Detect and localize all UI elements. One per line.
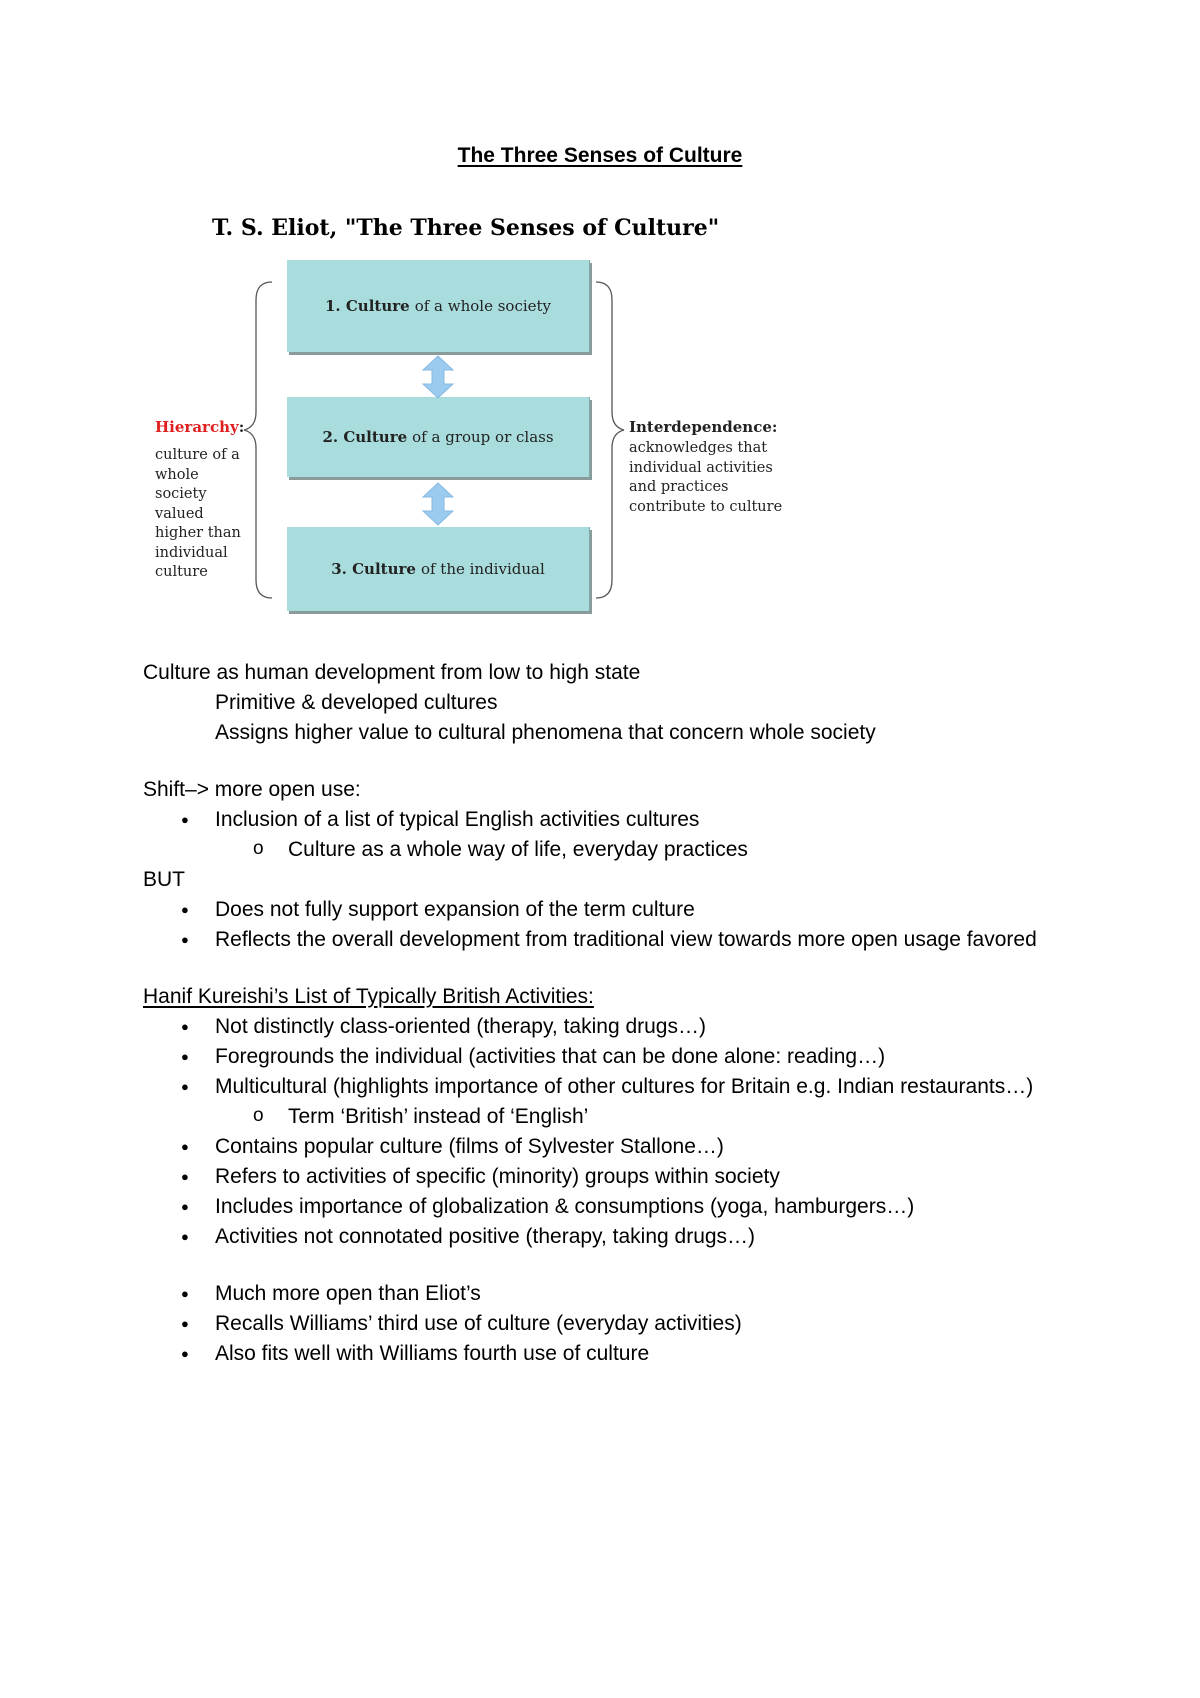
section2-list bbox=[143, 805, 1063, 835]
double-arrow-icon bbox=[421, 355, 455, 399]
level-box-group-class bbox=[287, 397, 590, 477]
diagram-title: T. S. Eliot, "The Three Senses of Culture" bbox=[212, 215, 720, 241]
interdependence-label: Interdependence: bbox=[629, 418, 778, 436]
list-item: ● Recalls Williams’ third use of culture (everyday activities) bbox=[143, 1309, 1063, 1339]
hierarchy-colon: : bbox=[238, 418, 245, 436]
kureishi-list bbox=[143, 1012, 1063, 1102]
double-arrow-icon bbox=[421, 482, 455, 526]
hierarchy-label bbox=[155, 418, 244, 436]
list-item: ● Includes importance of globalization & consumptions (yoga, hamburgers…) bbox=[143, 1192, 1063, 1222]
hierarchy-word: Hierarchy bbox=[155, 418, 239, 436]
level-box-individual bbox=[287, 527, 590, 611]
level-3-rest: of the individual bbox=[420, 560, 545, 578]
kureishi-sublist bbox=[143, 1102, 1063, 1132]
list-item: ● Reflects the overall development from traditional view towards more open usage favored bbox=[143, 925, 1063, 955]
list-item: ● Contains popular culture (films of Sylvester Stallone…) bbox=[143, 1132, 1063, 1162]
list-item: ● Not distinctly class-oriented (therapy, taking drugs…) bbox=[143, 1012, 1063, 1042]
section3-heading: Hanif Kureishi’s List of Typically British Activities: bbox=[143, 985, 594, 1008]
level-1-bold: 1. Culture bbox=[324, 297, 410, 315]
notes-body bbox=[143, 658, 1063, 1369]
hierarchy-description: culture of a whole society valued higher than individual culture bbox=[155, 447, 241, 580]
list-item: ● Activities not connotated positive (therapy, taking drugs…) bbox=[143, 1222, 1063, 1252]
list-item: ● Inclusion of a list of typical English activities cultures bbox=[143, 805, 1063, 835]
level-1-rest: of a whole society bbox=[414, 297, 552, 315]
section1-heading: Culture as human development from low to high state bbox=[143, 661, 641, 684]
level-2-bold: 2. Culture bbox=[322, 428, 408, 446]
right-brace-icon bbox=[590, 280, 630, 600]
section2-list-2 bbox=[143, 895, 1063, 955]
list-item: ● Also fits well with Williams fourth use of culture bbox=[143, 1339, 1063, 1369]
but-label: BUT bbox=[143, 868, 185, 891]
level-box-whole-society bbox=[287, 260, 590, 352]
list-item: ● Foregrounds the individual (activities that can be done alone: reading…) bbox=[143, 1042, 1063, 1072]
sub-list-item: o Term ‘British’ instead of ‘English’ bbox=[143, 1102, 1063, 1132]
list-item: ● Refers to activities of specific (minority) groups within society bbox=[143, 1162, 1063, 1192]
level-3-bold: 3. Culture bbox=[331, 560, 416, 578]
interdependence-description: acknowledges that individual activities and practices contribute to culture bbox=[629, 440, 783, 515]
list-item: ● Much more open than Eliot’s bbox=[143, 1279, 1063, 1309]
section1-line: Assigns higher value to cultural phenomena that concern whole society bbox=[215, 721, 876, 744]
list-item: ● Multicultural (highlights importance of other cultures for Britain e.g. Indian restaurants…) bbox=[143, 1072, 1063, 1102]
eliot-diagram bbox=[150, 210, 790, 630]
page-title: The Three Senses of Culture bbox=[457, 144, 743, 167]
list-item: ● Does not fully support expansion of the term culture bbox=[143, 895, 1063, 925]
section1-line: Primitive & developed cultures bbox=[215, 691, 498, 714]
sub-list-item: o Culture as a whole way of life, everyday practices bbox=[143, 835, 1063, 865]
section2-heading: Shift–> more open use: bbox=[143, 778, 361, 801]
comparison-list bbox=[143, 1279, 1063, 1369]
kureishi-list-2 bbox=[143, 1132, 1063, 1252]
section2-sublist bbox=[143, 835, 1063, 865]
level-2-rest: of a group or class bbox=[412, 428, 554, 446]
